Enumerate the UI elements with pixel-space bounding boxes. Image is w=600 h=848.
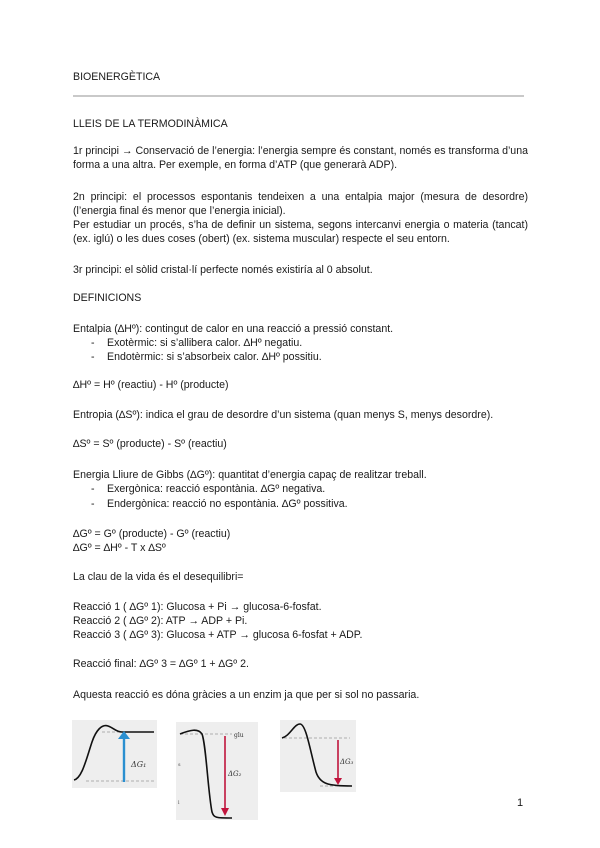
law-3-paragraph: 3r principi: el sòlid cristal·lí perfecte només existiría al 0 absolut.: [73, 264, 373, 276]
entropia-definition: Entropia (∆Sº): indica el grau de desordre d’un sistema (quan menys S, menys desordre).: [73, 409, 494, 421]
law-2-paragraph: 2n principi: el processos espontanis tendeixen a una entalpia major (mesura de desordre) (l’energia final és menor que l’energia inicial).: [73, 191, 528, 217]
final-reaction: Reacció final: ∆Gº 3 = ∆Gº 1 + ∆Gº 2.: [73, 658, 249, 670]
bullet-dash: -: [91, 483, 95, 495]
exergonica-item: Exergònica: reacció espontània. ∆Gº negativa.: [107, 483, 326, 495]
svg-text:l: l: [178, 800, 180, 806]
energy-curve-2-graphic: [176, 722, 258, 820]
section-heading-laws: LLEIS DE LA TERMODINÀMICA: [73, 118, 228, 130]
endotermic-item: Endotèrmic: si s’absorbeix calor. ∆Hº possitiu.: [107, 351, 322, 363]
reaction-3: Reacció 3 ( ∆Gº 3): Glucosa + ATP → glucosa 6-fosfat + ADP.: [73, 629, 363, 641]
delta-g2-label: ΔG₂: [228, 770, 242, 778]
bullet-dash: -: [91, 337, 95, 349]
energy-diagram-2: [176, 722, 258, 820]
delta-g1-label: ΔG₁: [131, 760, 147, 769]
entropia-formula: ∆Sº = Sº (producte) - Sº (reactiu): [73, 438, 227, 450]
page-title: BIOENERGÈTICA: [73, 71, 161, 83]
bullet-dash: -: [91, 498, 95, 510]
page-number: 1: [517, 797, 524, 809]
section-heading-definitions: DEFINICIONS: [73, 292, 142, 304]
clau-line: La clau de la vida és el desequilibri=: [73, 571, 244, 583]
energy-curve-3-graphic: [280, 720, 356, 792]
reaction-1: Reacció 1 ( ∆Gº 1): Glucosa + Pi → glucosa-6-fosfat.: [73, 601, 322, 613]
energy-curve-1-graphic: [72, 720, 157, 788]
title-divider: [73, 95, 524, 97]
entalpia-definition: Entalpia (∆Hº): contingut de calor en una reacció a pressió constant.: [73, 323, 394, 335]
gibbs-definition: Energia Lliure de Gibbs (∆Gº): quantitat d’energia capaç de realitzar treball.: [73, 469, 427, 481]
energy-diagram-3: [280, 720, 356, 792]
svg-text:s: s: [178, 762, 181, 768]
glu-label: glu: [234, 732, 244, 739]
enzim-line: Aquesta reacció es dóna gràcies a un enzim ja que per si sol no passaria.: [73, 689, 420, 701]
entalpia-formula: ∆Hº = Hº (reactiu) - Hº (producte): [73, 379, 229, 391]
exotermic-item: Exotèrmic: si s’allibera calor. ∆Hº negatiu.: [107, 337, 303, 349]
bullet-dash: -: [91, 351, 95, 363]
delta-g3-label: ΔG₃: [340, 758, 354, 766]
energy-diagram-1: [72, 720, 157, 788]
gibbs-formula-2: ∆Gº = ∆Hº - T x ∆Sº: [73, 542, 166, 554]
reaction-2: Reacció 2 ( ∆Gº 2): ATP → ADP + Pi.: [73, 615, 248, 627]
law-2-continuation: Per estudiar un procés, s’ha de definir un sistema, segons intercanvi energia o materia (tancat) (ex. iglú) o les dues coses (obert) (ex. sistema muscular) respecte el seu entorn.: [73, 219, 528, 245]
endergonica-item: Endergònica: reacció no espontània. ∆Gº possitiva.: [107, 498, 348, 510]
law-1-paragraph: 1r principi → Conservació de l’energia: l’energia sempre és constant, només es transforma d’una forma a una altra. Per exemple, en forma d’ATP (que generarà ADP).: [73, 145, 528, 171]
gibbs-formula-1: ∆Gº = Gº (producte) - Gº (reactiu): [73, 528, 231, 540]
